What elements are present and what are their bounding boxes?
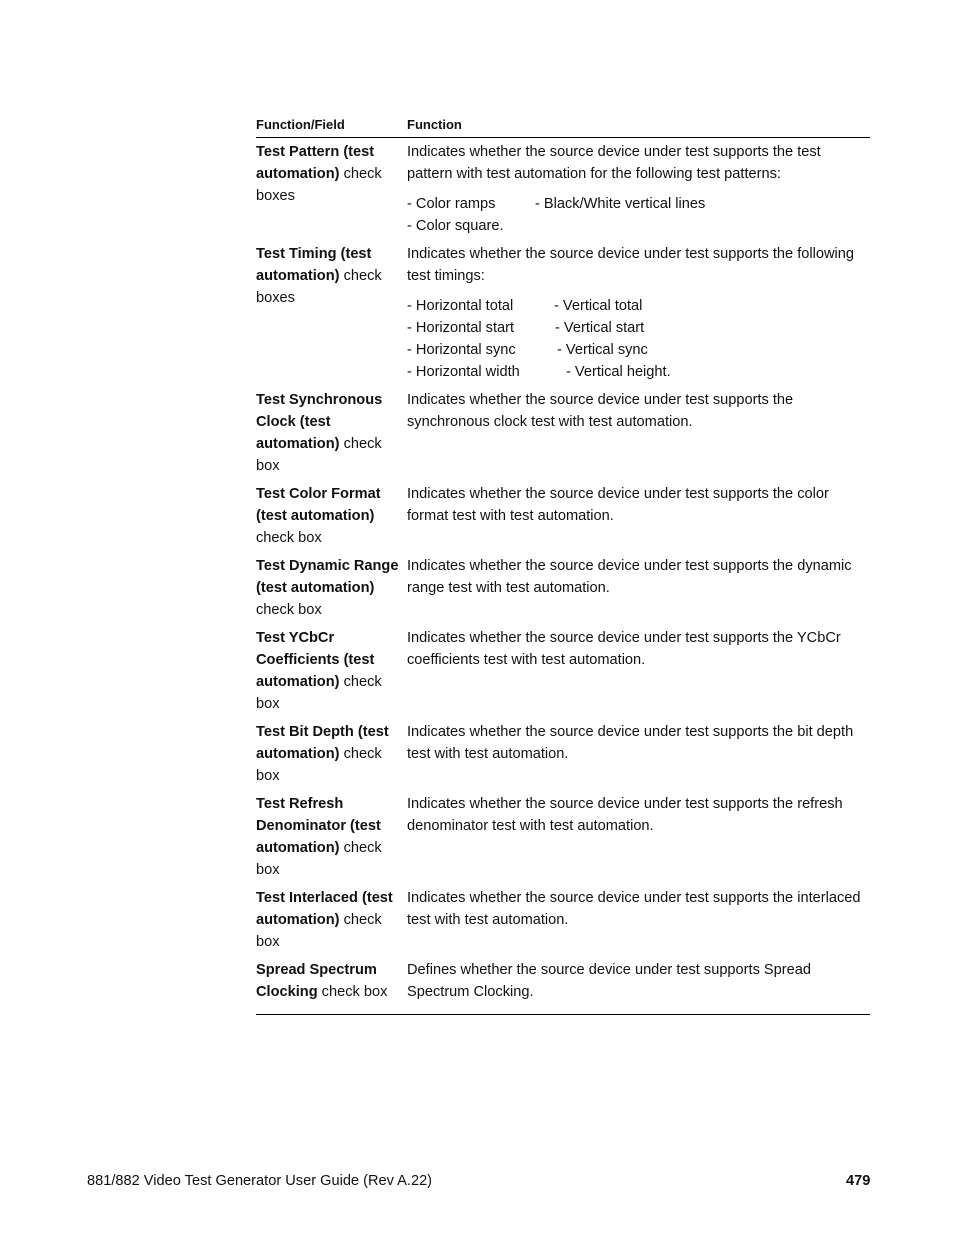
field-description [407, 141, 870, 237]
footer-document-title: 881/882 Video Test Generator User Guide (Rev A.22) [87, 1173, 433, 1189]
field-name [256, 627, 407, 715]
option-line [407, 193, 870, 215]
field-description [407, 721, 870, 787]
description-text: Defines whether the source device under test supports Spread Spectrum Clocking. [407, 962, 811, 1000]
option-line [407, 215, 870, 237]
table-row [256, 790, 870, 884]
field-name-bold: Test Refresh Denominator (test automation) [256, 796, 381, 856]
option-item: - Vertical start [555, 320, 645, 336]
field-name-suffix: check box [256, 746, 382, 784]
field-name-bold: Test YCbCr Coefficients (test automation) [256, 630, 375, 690]
field-name [256, 887, 407, 953]
field-name-suffix: check box [256, 840, 382, 878]
description-text: Indicates whether the source device under test supports the test pattern with test automation for the following test patterns: [407, 144, 821, 182]
footer-page-number: 479 [846, 1173, 871, 1189]
option-item: - Vertical sync [557, 342, 648, 358]
description-text: Indicates whether the source device under test supports the refresh denominator test with test automation. [407, 796, 843, 834]
option-item: - Vertical height. [566, 364, 671, 380]
field-name-bold: Test Timing (test automation) [256, 246, 372, 284]
option-item: - Horizontal start [407, 320, 515, 336]
table-header [256, 114, 870, 138]
field-description [407, 243, 870, 383]
option-item: - Horizontal sync [407, 342, 516, 358]
option-list [407, 193, 870, 237]
description-text: Indicates whether the source device under test supports the YCbCr coefficients test with test automation. [407, 630, 841, 668]
table-row [256, 138, 870, 240]
option-item: - Color ramps [407, 196, 496, 212]
table-row [256, 624, 870, 718]
field-name-suffix: check box [317, 984, 388, 1000]
field-name [256, 793, 407, 881]
field-name-suffix: check boxes [256, 166, 382, 204]
description-text: Indicates whether the source device under test supports the dynamic range test with test automation. [407, 558, 852, 596]
table-row [256, 884, 870, 956]
field-name-suffix: check box [256, 436, 382, 474]
field-description [407, 959, 870, 1003]
field-name-bold: Test Color Format (test automation) [256, 486, 381, 524]
option-line [407, 295, 870, 317]
field-name-bold: Test Pattern (test automation) [256, 144, 375, 182]
field-description [407, 555, 870, 621]
field-description [407, 793, 870, 881]
option-item: - Black/White vertical lines [535, 196, 706, 212]
field-name-bold: Test Bit Depth (test automation) [256, 724, 389, 762]
field-name [256, 721, 407, 787]
table-row [256, 386, 870, 480]
option-line [407, 317, 870, 339]
table-body [256, 138, 870, 1015]
field-name [256, 389, 407, 477]
header-function-field: Function/Field [256, 117, 345, 132]
field-description [407, 483, 870, 549]
field-name [256, 959, 407, 1003]
header-function: Function [407, 117, 462, 132]
table-row [256, 956, 870, 1006]
field-name-bold: Test Interlaced (test automation) [256, 890, 393, 928]
field-name-bold: Test Dynamic Range (test automation) [256, 558, 399, 596]
description-text: Indicates whether the source device under test supports the synchronous clock test with test automation. [407, 392, 794, 430]
option-line [407, 361, 870, 383]
table-row [256, 552, 870, 624]
option-list [407, 295, 870, 383]
table-row [256, 480, 870, 552]
field-name-bold: Spread Spectrum Clocking [256, 962, 377, 1000]
table-row [256, 718, 870, 790]
option-line [407, 339, 870, 361]
function-table [256, 114, 870, 1015]
description-text: Indicates whether the source device under test supports the bit depth test with test automation. [407, 724, 854, 762]
field-name-suffix: check box [256, 674, 382, 712]
table-row [256, 240, 870, 386]
field-name-suffix: check box [256, 530, 322, 546]
field-name [256, 243, 407, 383]
option-item: - Color square. [407, 218, 504, 234]
field-name [256, 141, 407, 237]
field-description [407, 887, 870, 953]
field-name-bold: Test Synchronous Clock (test automation) [256, 392, 383, 452]
option-item: - Vertical total [554, 298, 643, 314]
field-description [407, 627, 870, 715]
option-item: - Horizontal total [407, 298, 514, 314]
field-name-suffix: check box [256, 602, 322, 618]
description-text: Indicates whether the source device under test supports the color format test with test automation. [407, 486, 829, 524]
field-name-suffix: check boxes [256, 268, 382, 306]
field-description [407, 389, 870, 477]
field-name [256, 555, 407, 621]
field-name-suffix: check box [256, 912, 382, 950]
description-text: Indicates whether the source device under test supports the interlaced test with test automation. [407, 890, 861, 928]
description-text: Indicates whether the source device under test supports the following test timings: [407, 246, 854, 284]
option-item: - Horizontal width [407, 364, 520, 380]
field-name [256, 483, 407, 549]
